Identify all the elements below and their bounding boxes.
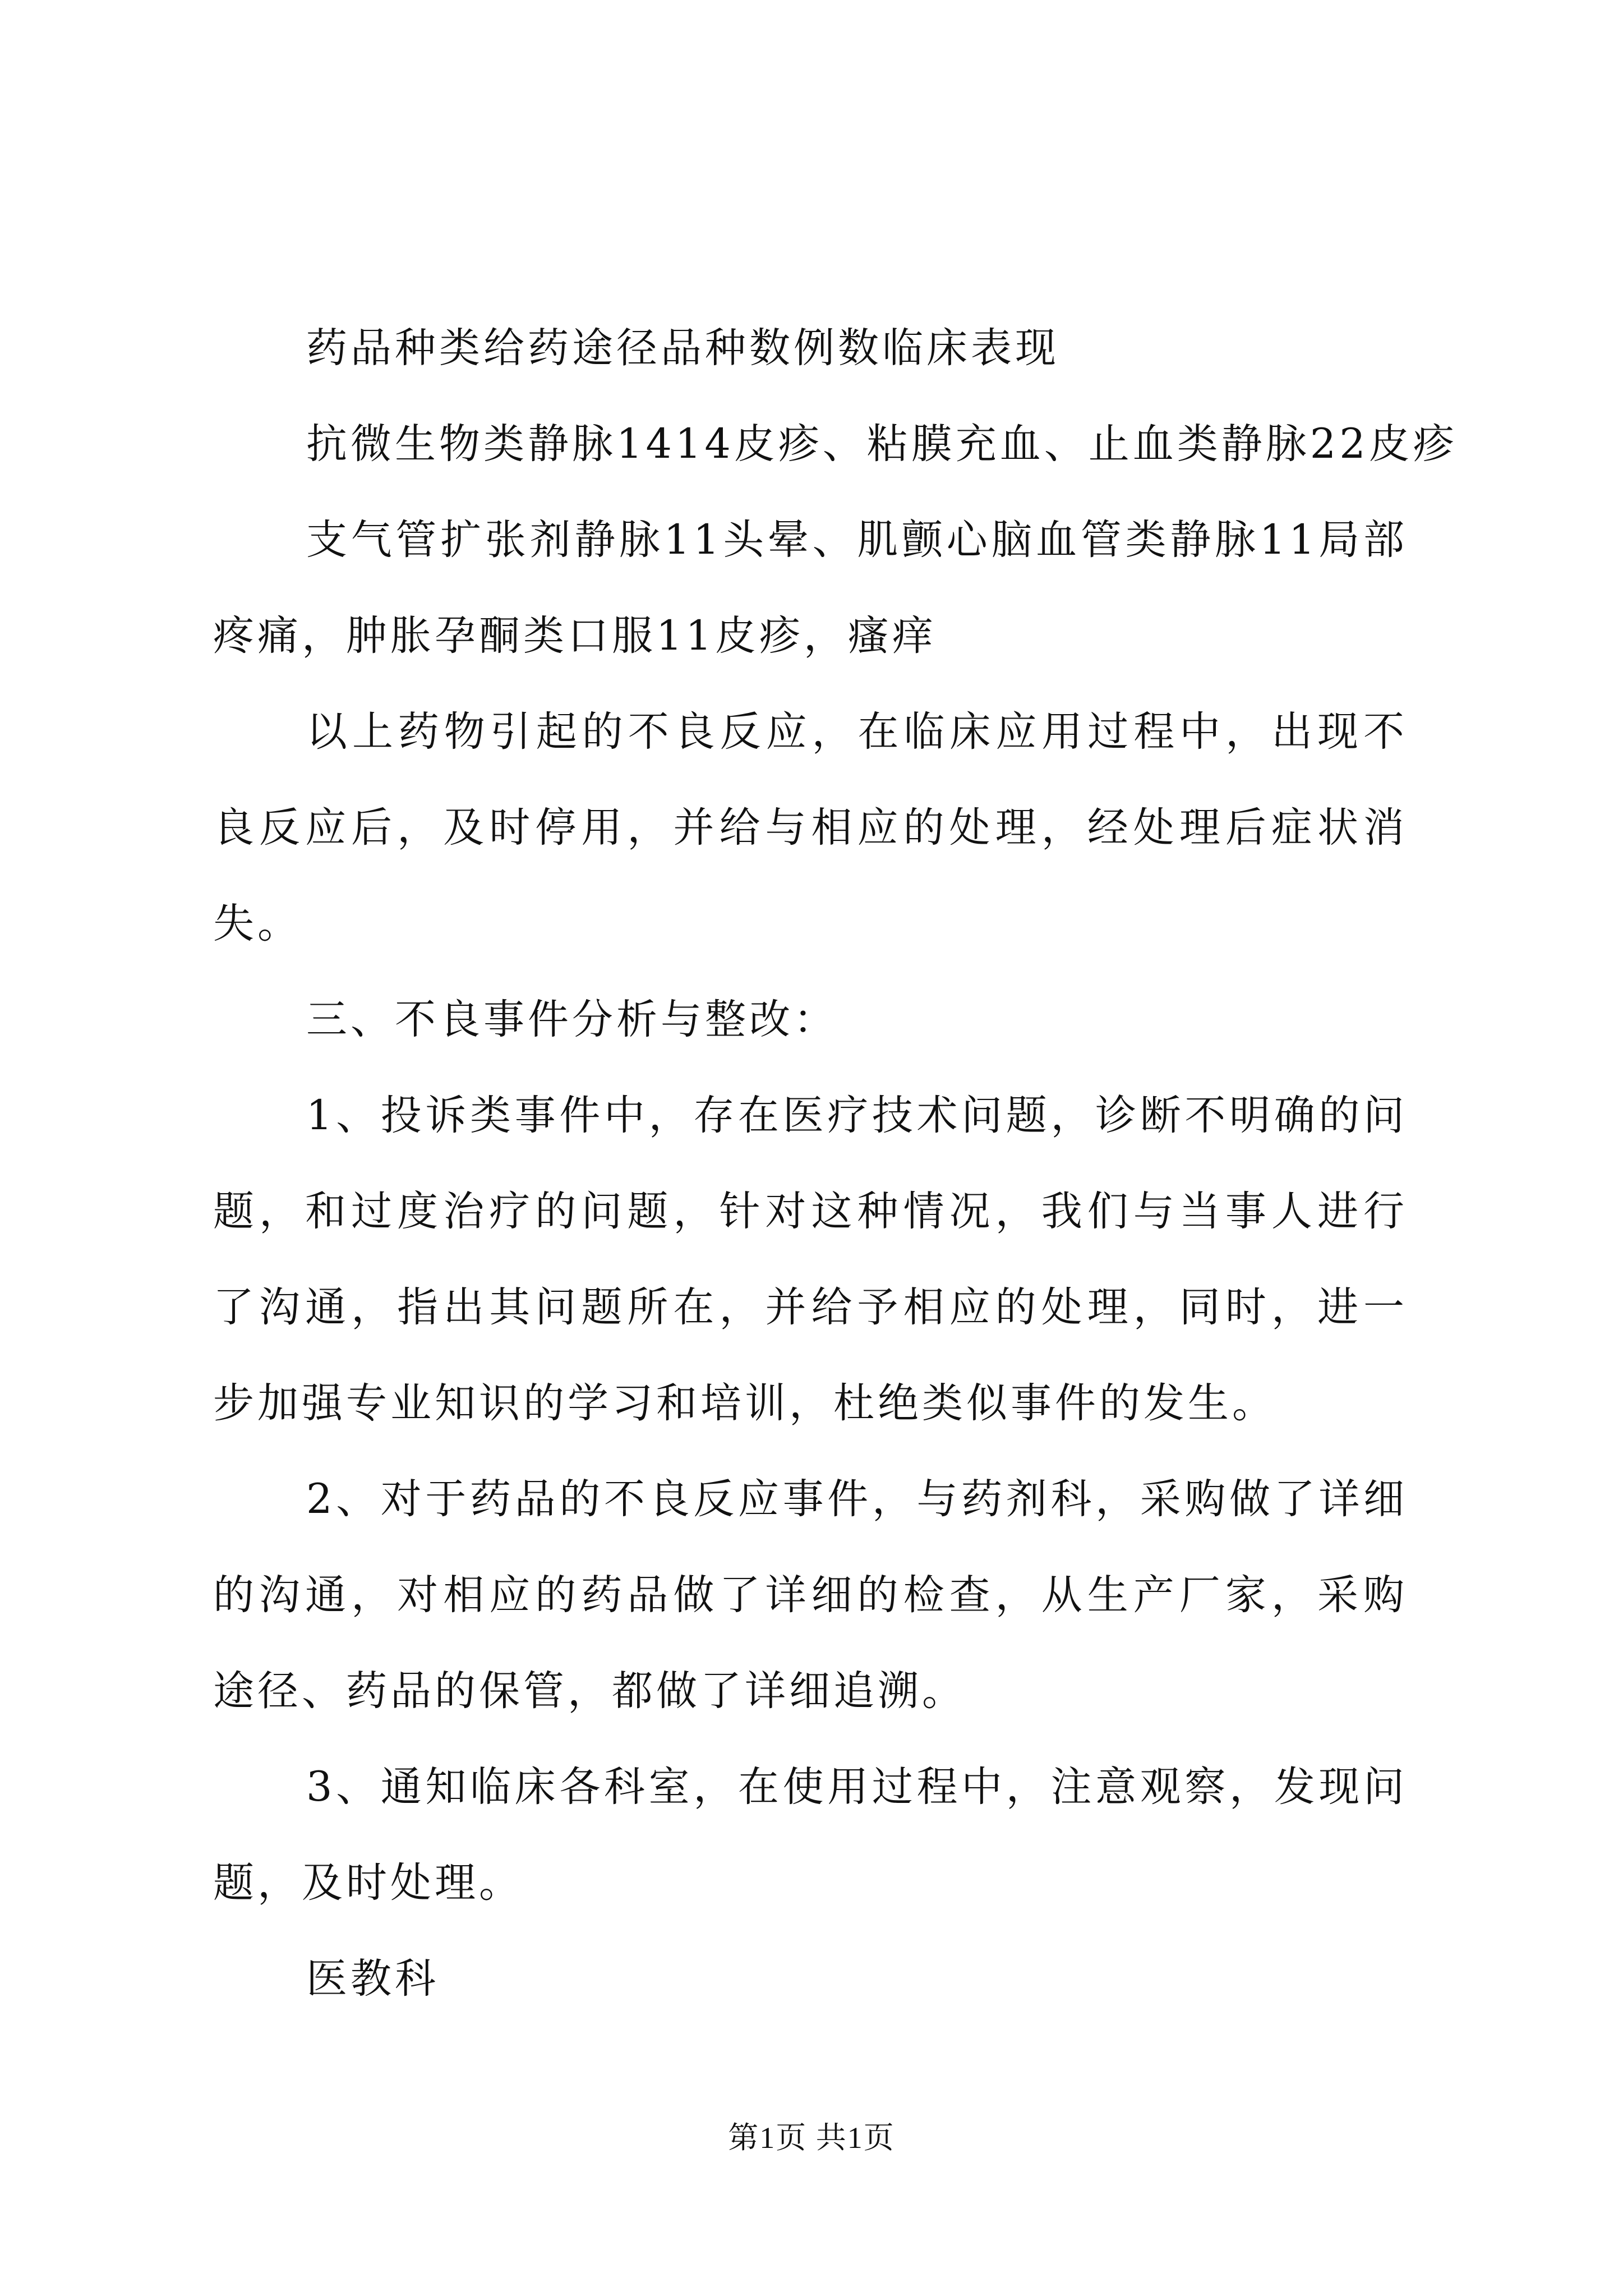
table-header-line: 药品种类给药途径品种数例数临床表现 [306, 324, 1059, 372]
page-number-footer: 第1页 共1页 [728, 2121, 895, 2155]
document-body [213, 300, 1458, 2027]
adverse-reaction-summary: 以上药物引起的不良反应，在临床应用过程中，出现不良反应后，及时停用，并给与相应的处理，经处理后症状消失。 [213, 708, 1408, 947]
rectification-item-3: 3、通知临床各科室，在使用过程中，注意观察，发现问题，及时处理。 [213, 1763, 1408, 1907]
section-heading: 三、不良事件分析与整改： [306, 996, 838, 1043]
rectification-item-2: 2、对于药品的不良反应事件，与药剂科，采购做了详细的沟通，对相应的药品做了详细的检查，从生产厂家，采购途径、药品的保管，都做了详细追溯。 [213, 1475, 1408, 1715]
department-signature: 医教科 [306, 1955, 439, 2003]
adverse-reaction-line-2: 支气管扩张剂静脉11头晕、肌颤心脑血管类静脉11局部疼痛，肿胀孕酮类口服11皮疹，瘙痒 [213, 516, 1408, 660]
adverse-reaction-line-1: 抗微生物类静脉1414皮疹、粘膜充血、止血类静脉22皮疹 [306, 420, 1458, 468]
rectification-item-1: 1、投诉类事件中，存在医疗技术问题，诊断不明确的问题，和过度治疗的问题，针对这种情况，我们与当事人进行了沟通，指出其问题所在，并给予相应的处理，同时，进一步加强专业知识的学习和培训，杜绝类似事件的发生。 [213, 1092, 1408, 1427]
